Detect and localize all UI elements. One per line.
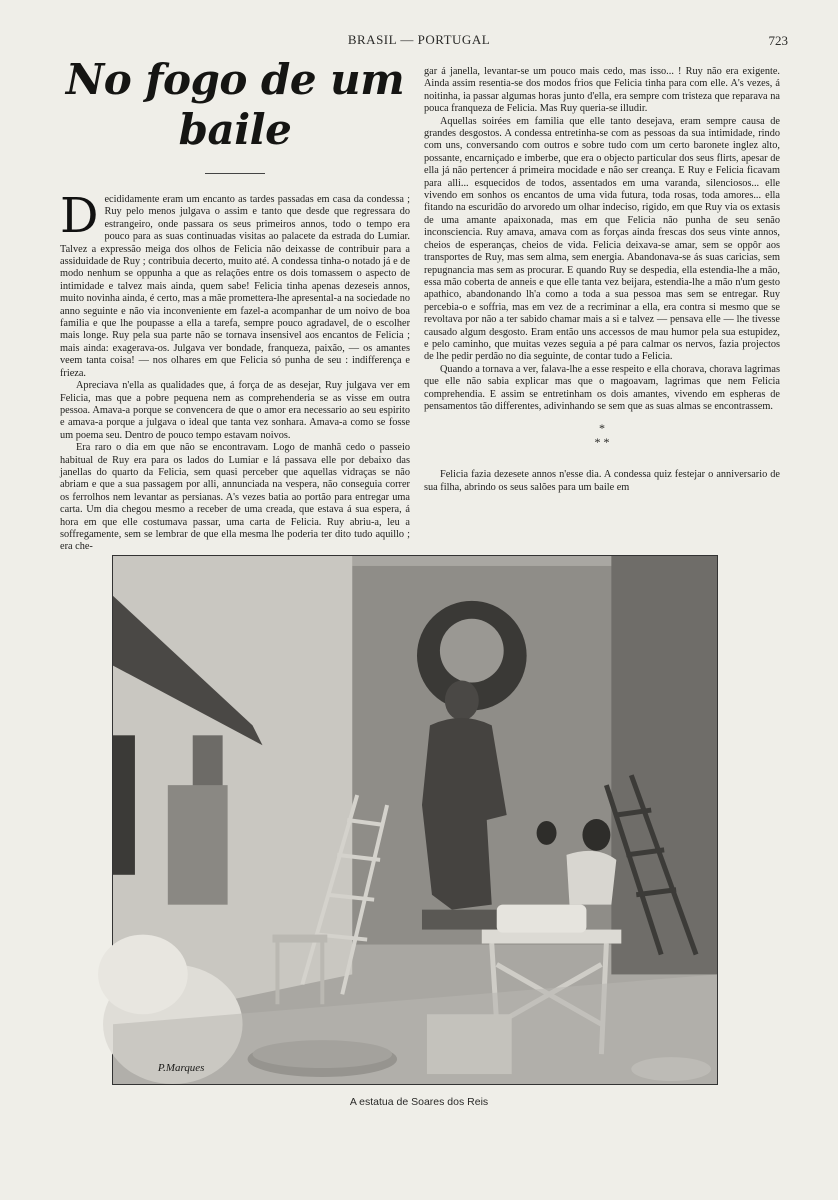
- running-title: BRASIL — PORTUGAL: [347, 32, 491, 47]
- paragraph: Apreciava n'ella as qualidades que, á força de as desejar, Ruy julgava ver em Felicia, mas que a pobre pequena nem as comprehenderia se as visse em outra pessoa. Amava-a porque se convencera de que o amor era necessario ao seu espirito e amava-a porque a julgava o ideal que tanta vez sonhara. Amava-a como se fosse um poema seu. Dentro de pouco tempo estavam noivos.: [60, 380, 410, 441]
- sculpture-photograph: [112, 555, 718, 1085]
- asterism-bottom: * *: [594, 435, 610, 450]
- paragraph: Quando a tornava a ver, falava-lhe a esse respeito e ella chorava, chorava lagrimas que elle não sabia explicar mas que o magoavam, lagrimas que nem Felicia comprehendia. E assim se entretinham os dois amantes, vivendo em espheras de pensamentos tão differentes, adivinhando se sem que as suas almas se encontrassem.: [424, 363, 780, 412]
- left-column: [60, 55, 410, 553]
- figure-caption: A estatua de Soares dos Reis: [349, 1096, 489, 1108]
- section-break: [424, 421, 780, 449]
- paragraph-text: ecididamente eram um encanto as tardes passadas em casa da condessa ; Ruy pelo menos julgava o assim e tanto que desde que regressara do estrangeiro, onde passara os seus primeiros annos, todo o tempo era pouco para as suas continuadas visitas ao palacete da estrada do Lumiar. Talvez a expressão meiga dos olhos de Felicia não deixasse de contribuir para a assiduidade de Ruy ; contribuia decerto, muito até. A condessa tinha-o notado já e de modo nenhum se oppunha a que as relações entre os dois tomassem o aspecto de intimidade e talvez mais ainda, quem sabe! Felicia tinha apenas dezeseis annos, muito novinha ainda, é certo, mas a mãe promettera-lhe apresental-a na sociedade no anno seguinte e não via inconveniente em fazel-a acompanhar de um noivo de boa familia e que lhe poupasse a ella a tarefa, sempre pouco agradavel, de o escolher mais longe. Ruy pela sua parte não se tornava insensivel aos encantos de Felicia ; mais ainda: exagerava-os. Julgava ver bondade, franqueza, paixão, — os amantes veem tanta coisa! — nos olhares em que Felicia só punha de seu : indifferença e frieza.: [60, 194, 410, 379]
- asterism-top: *: [599, 421, 605, 436]
- drop-cap: D: [60, 188, 99, 244]
- page-number: 723: [768, 33, 788, 48]
- photographer-signature: P.Marques: [157, 1062, 205, 1075]
- right-column: [424, 66, 780, 526]
- title-divider: [205, 173, 265, 174]
- paragraph: gar á janella, levantar-se um pouco mais cedo, mas isso... ! Ruy não era exigente. Ainda assim resentia-se dos modos frios que Felicia tinha para com elle. A's vezes, á noitinha, ia passar algumas horas junto d'ella, era sempre com tristeza que reparava na pouca franqueza de Felicia. Mas Ruy queria-se illudir.: [424, 66, 780, 115]
- paragraph: Felicia fazia dezesete annos n'esse dia. A condessa quiz festejar o anniversario de sua filha, abrindo os seus salões para um baile em: [424, 469, 780, 493]
- paragraph: Era raro o dia em que não se encontravam. Logo de manhã cedo o passeio habitual de Ruy era para os lados do Lumiar e lá passava elle por debaixo das janellas do quarto da Felicia, sem quasi perceber que aquellas vidraças se não abriam e que a sua passagem por alli, annunciada na vespera, não conseguia correr os ferrolhos nem levantar as persianas. A's vezes batia ao portão para entregar uma carta. Um dia chegou mesmo a receber de uma creada, que estava á sua espera, á hora em que elle costumava passar, uma carta de Felicia. Ruy abriu-a, leu a soffregamente, sem se lembrar de que ella mesma lhe poderia ter dito tudo aquillo ; era che-: [60, 442, 410, 553]
- article-title: No fogo de um baile: [65, 55, 405, 154]
- paragraph: [60, 188, 410, 380]
- paragraph: Aquellas soirées em familia que elle tanto desejava, eram sempre causa de grandes desgostos. A condessa entretinha-se com as pessoas da sua intimidade, rindo com uns, conversando com outros e sobre tudo com um certo baronete inglez alto, possante, encarniçado e imberbe, que era o objecto particular dos seus flirts, apesar de ella já não pertencer á primeira mocidade e não ser creança. E Ruy e Felicia ficavam para alli... esquecidos de todos, assentados em uma varanda, silenciosos... elle vivendo em sonhos os encantos de uma vida futura, toda rosas, toda amores... ella fitando na escuridão do arvoredo um olhar indeciso, rigido, em que Ruy via os extasis de uma amante apaixonada, mas em que Felicia não punha de seu senão inconsciencia. Ruy amava, amava com as forças ainda frescas dos seus vinte annos, cheios de esperanças, cheios de vida. Felicia deixava-se amar, sem se oppôr aos transportes de Ruy, mas sem alma, sem energia. Abandonava-se ás suas caricias, sem repugnancia mas sem as procurar. E quando Ruy se despedia, ella estendia-lhe a mão, essa mão coberta de anneis e que elle tanta vez beijara, estendia-lhe a mão n'um gesto apathico, abandonando lh'a como a toda a sua pessoa mas sem se entregar. Ruy percebia-o e soffria, mas em vez de a recriminar a ella, era contra si mesmo que se revoltava por não a ter sabido chamar mais a si e talvez — pensava elle — lhe tivesse causado algum desgosto. Eram então uns accessos de mau humor pela sua estupidez, e pelo caminho, que muitas vezes seguia a pé para calmar os nervos, fazia projectos de lhe pedir perdão no dia seguinte, de contar tudo a Felicia.: [424, 115, 780, 363]
- studio-scene-illustration: [113, 556, 717, 1084]
